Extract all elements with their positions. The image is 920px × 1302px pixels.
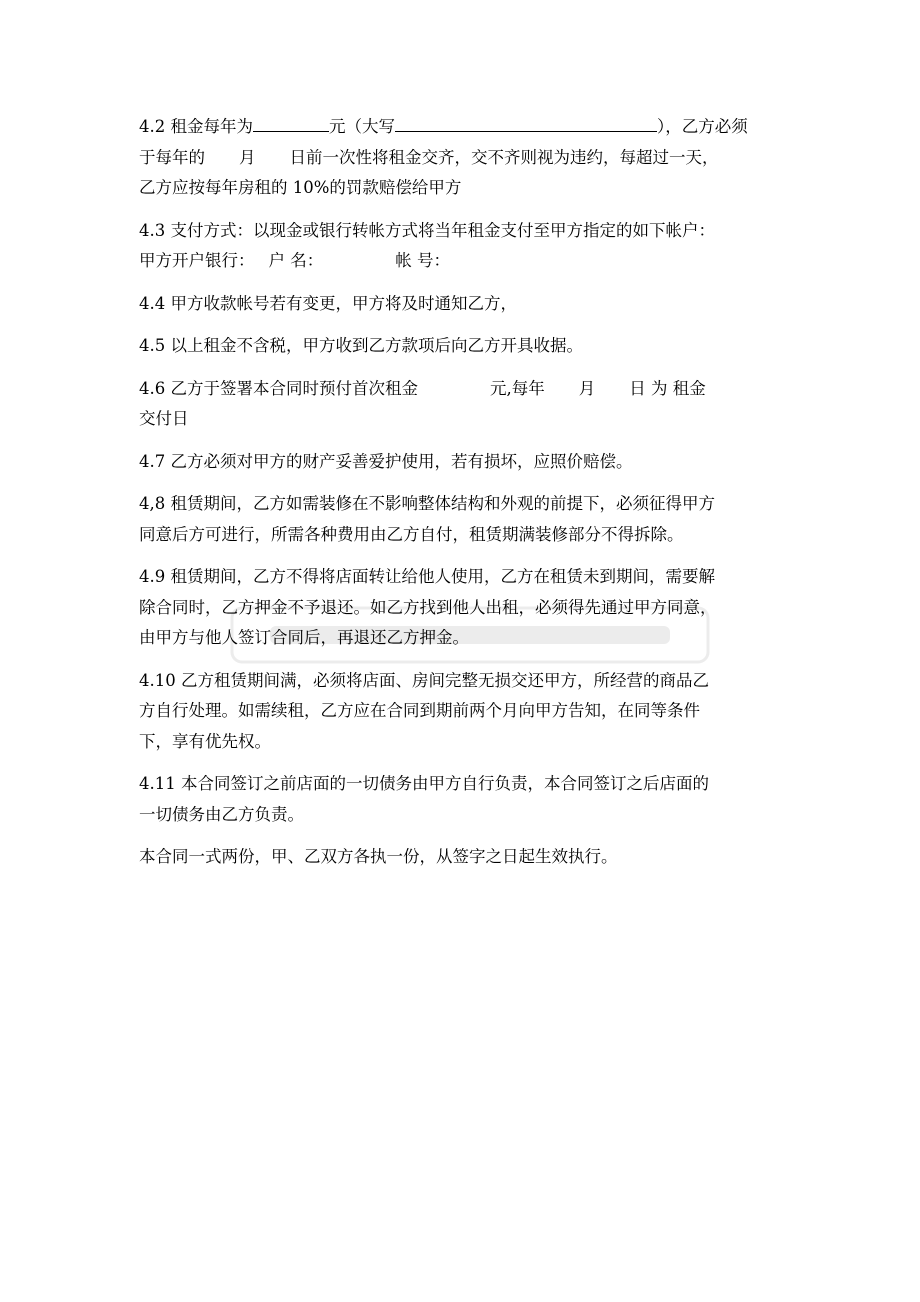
clause-4-2-line-3: 乙方应按每年房租的 10%的罚款赔偿给甲方 <box>139 178 462 197</box>
clause-4-7: 4.7 乙方必须对甲方的财产妥善爱护使用，若有损坏，应照价赔偿。 <box>139 451 633 471</box>
clause-4-3-line-1: 4.3 支付方式：以现金或银行转帐方式将当年租金支付至甲方指定的如下帐户： <box>139 220 715 240</box>
clause-4-6-line-1: 4.6 乙方于签署本合同时预付首次租金 元,每年 月 日 为 租金 <box>139 378 706 398</box>
clause-4-6 <box>139 374 795 435</box>
rent-amount-blank <box>253 113 329 132</box>
clause-4-5: 4.5 以上租金不含税，甲方收到乙方款项后向乙方开具收据。 <box>139 336 583 355</box>
rent-amount-uppercase-blank <box>395 113 657 132</box>
clause-4-2-line-1: 4.2 租金每年为 元（大写 ），乙方必须 <box>139 112 795 143</box>
clause-4-3-line-2: 甲方开户银行： 户 名： 帐 号： <box>139 251 450 270</box>
clause-4-2 <box>139 112 795 204</box>
clause-4-2-line-2: 于每年的 月 日前一次性将租金交齐，交不齐则视为违约，每超过一天， <box>139 147 719 167</box>
clause-4-9: 4.9 租赁期间，乙方不得将店面转让给他人使用，乙方在租赁未到期间，需要解 除合同时，乙方押金不予退还。如乙方找到他人出租，必须得先通过甲方同意， 由甲方与他人签订合同后，再退还乙方押金。 <box>139 567 717 647</box>
contract-body <box>139 112 795 885</box>
clause-4-8: 4,8 租赁期间，乙方如需装修在不影响整体结构和外观的前提下，必须征得甲方 同意后方可进行，所需各种费用由乙方自付，租赁期满装修部分不得拆除。 <box>139 494 715 544</box>
clause-4-4: 4.4 甲方收款帐号若有变更，甲方将及时通知乙方， <box>139 293 517 313</box>
clause-4-10: 4.10 乙方租赁期间满，必须将店面、房间完整无损交还甲方，所经营的商品乙 方自行处理。如需续租，乙方应在合同到期前两个月向甲方告知，在同等条件 下，享有优先权。 <box>139 670 709 751</box>
clause-4-6-line-2: 交付日 <box>139 409 189 428</box>
closing-statement: 本合同一式两份，甲、乙双方各执一份，从签字之日起生效执行。 <box>139 847 618 866</box>
clause-4-11: 4.11 本合同签订之前店面的一切债务由甲方自行负责，本合同签订之后店面的 一切债务由乙方负责。 <box>139 774 709 824</box>
clause-4-3 <box>139 216 795 277</box>
